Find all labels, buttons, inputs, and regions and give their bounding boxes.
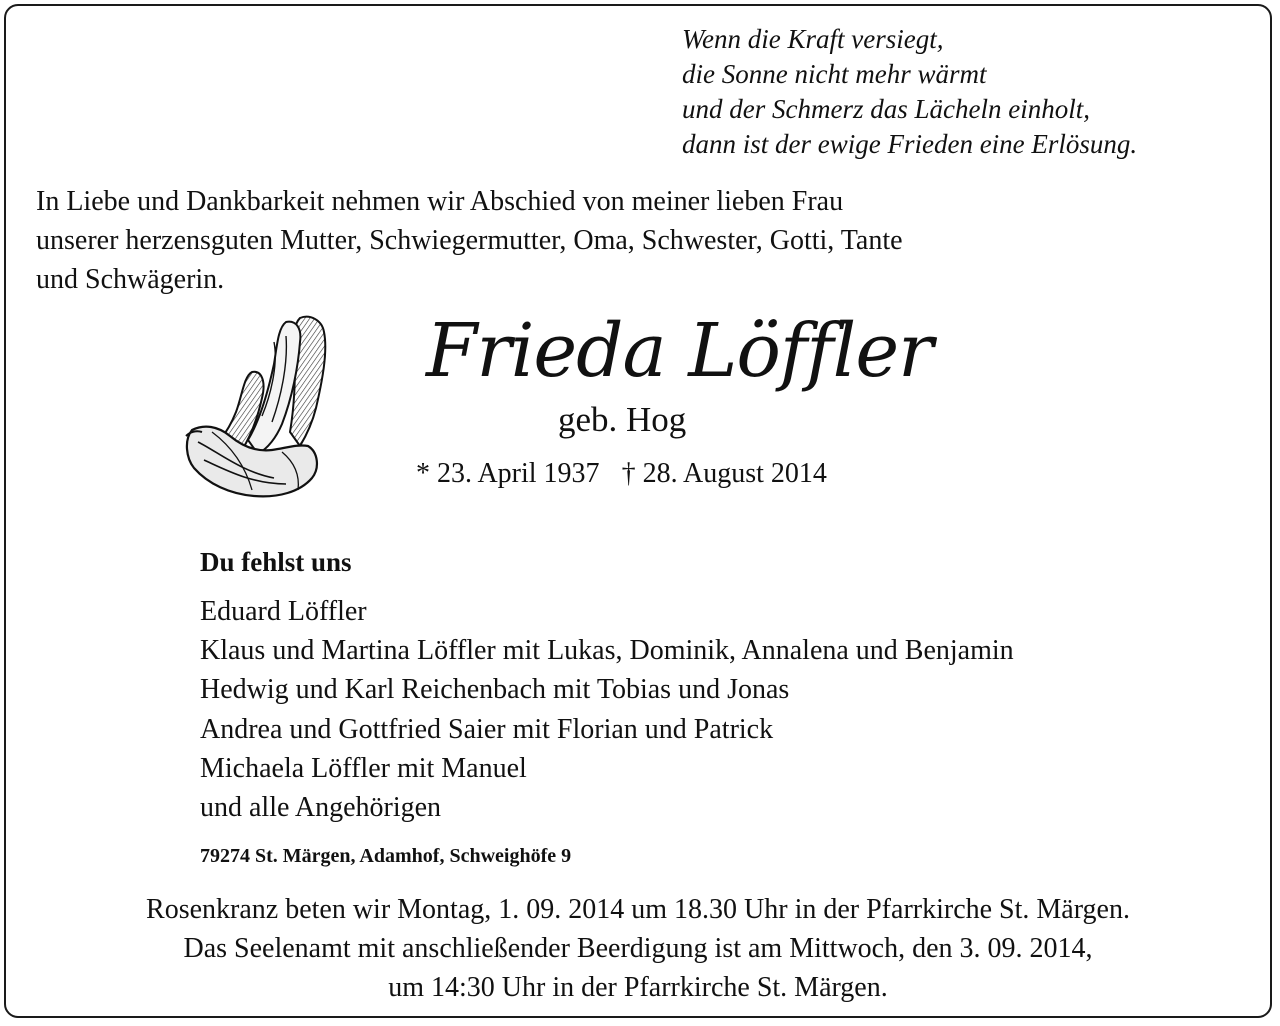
death-date: † 28. August 2014 <box>621 458 827 489</box>
birth-date: * 23. April 1937 <box>416 458 600 489</box>
poem-line: die Sonne nicht mehr wärmt <box>682 59 987 89</box>
life-dates <box>416 454 827 494</box>
service-line: Das Seelenamt mit anschließender Beerdigung ist am Mittwoch, den 3. 09. 2014, <box>183 933 1093 964</box>
poem-line: dann ist der ewige Frieden eine Erlösung. <box>682 129 1138 159</box>
mourner-line: und alle Angehörigen <box>200 792 442 824</box>
service-line: Rosenkranz beten wir Montag, 1. 09. 2014 um 18.30 Uhr in der Pfarrkirche St. Märgen. <box>146 894 1130 925</box>
family-address: 79274 St. Märgen, Adamhof, Schweighöfe 9 <box>200 845 572 867</box>
mourners-list <box>200 592 1014 827</box>
obituary-notice <box>4 4 1272 1018</box>
poem-line: und der Schmerz das Lächeln einholt, <box>682 94 1090 124</box>
intro-line: In Liebe und Dankbarkeit nehmen wir Abschied von meiner lieben Frau <box>36 186 844 217</box>
intro-line: und Schwägerin. <box>36 264 225 295</box>
mourners-heading: Du fehlst uns <box>200 547 352 577</box>
farewell-intro <box>36 182 903 299</box>
mourner-line: Eduard Löffler <box>200 596 367 627</box>
service-details <box>6 890 1270 1007</box>
mourner-line: Klaus und Martina Löffler mit Lukas, Dominik, Annalena und Benjamin <box>200 635 1014 667</box>
maiden-name: geb. Hog <box>558 400 687 439</box>
mourner-line: Hedwig und Karl Reichenbach mit Tobias und Jonas <box>200 674 790 706</box>
mourner-line: Andrea und Gottfried Saier mit Florian und Patrick <box>200 713 774 745</box>
mourner-line: Michaela Löffler mit Manuel <box>200 752 527 784</box>
poem-line: Wenn die Kraft versiegt, <box>682 24 944 54</box>
service-line: um 14:30 Uhr in der Pfarrkirche St. Märgen. <box>388 972 888 1003</box>
intro-line: unserer herzensguten Mutter, Schwiegermutter, Oma, Schwester, Gotti, Tante <box>36 225 903 256</box>
praying-hands-icon <box>182 312 342 500</box>
deceased-name: Frieda Löffler <box>426 308 933 394</box>
memorial-poem <box>682 22 1137 162</box>
